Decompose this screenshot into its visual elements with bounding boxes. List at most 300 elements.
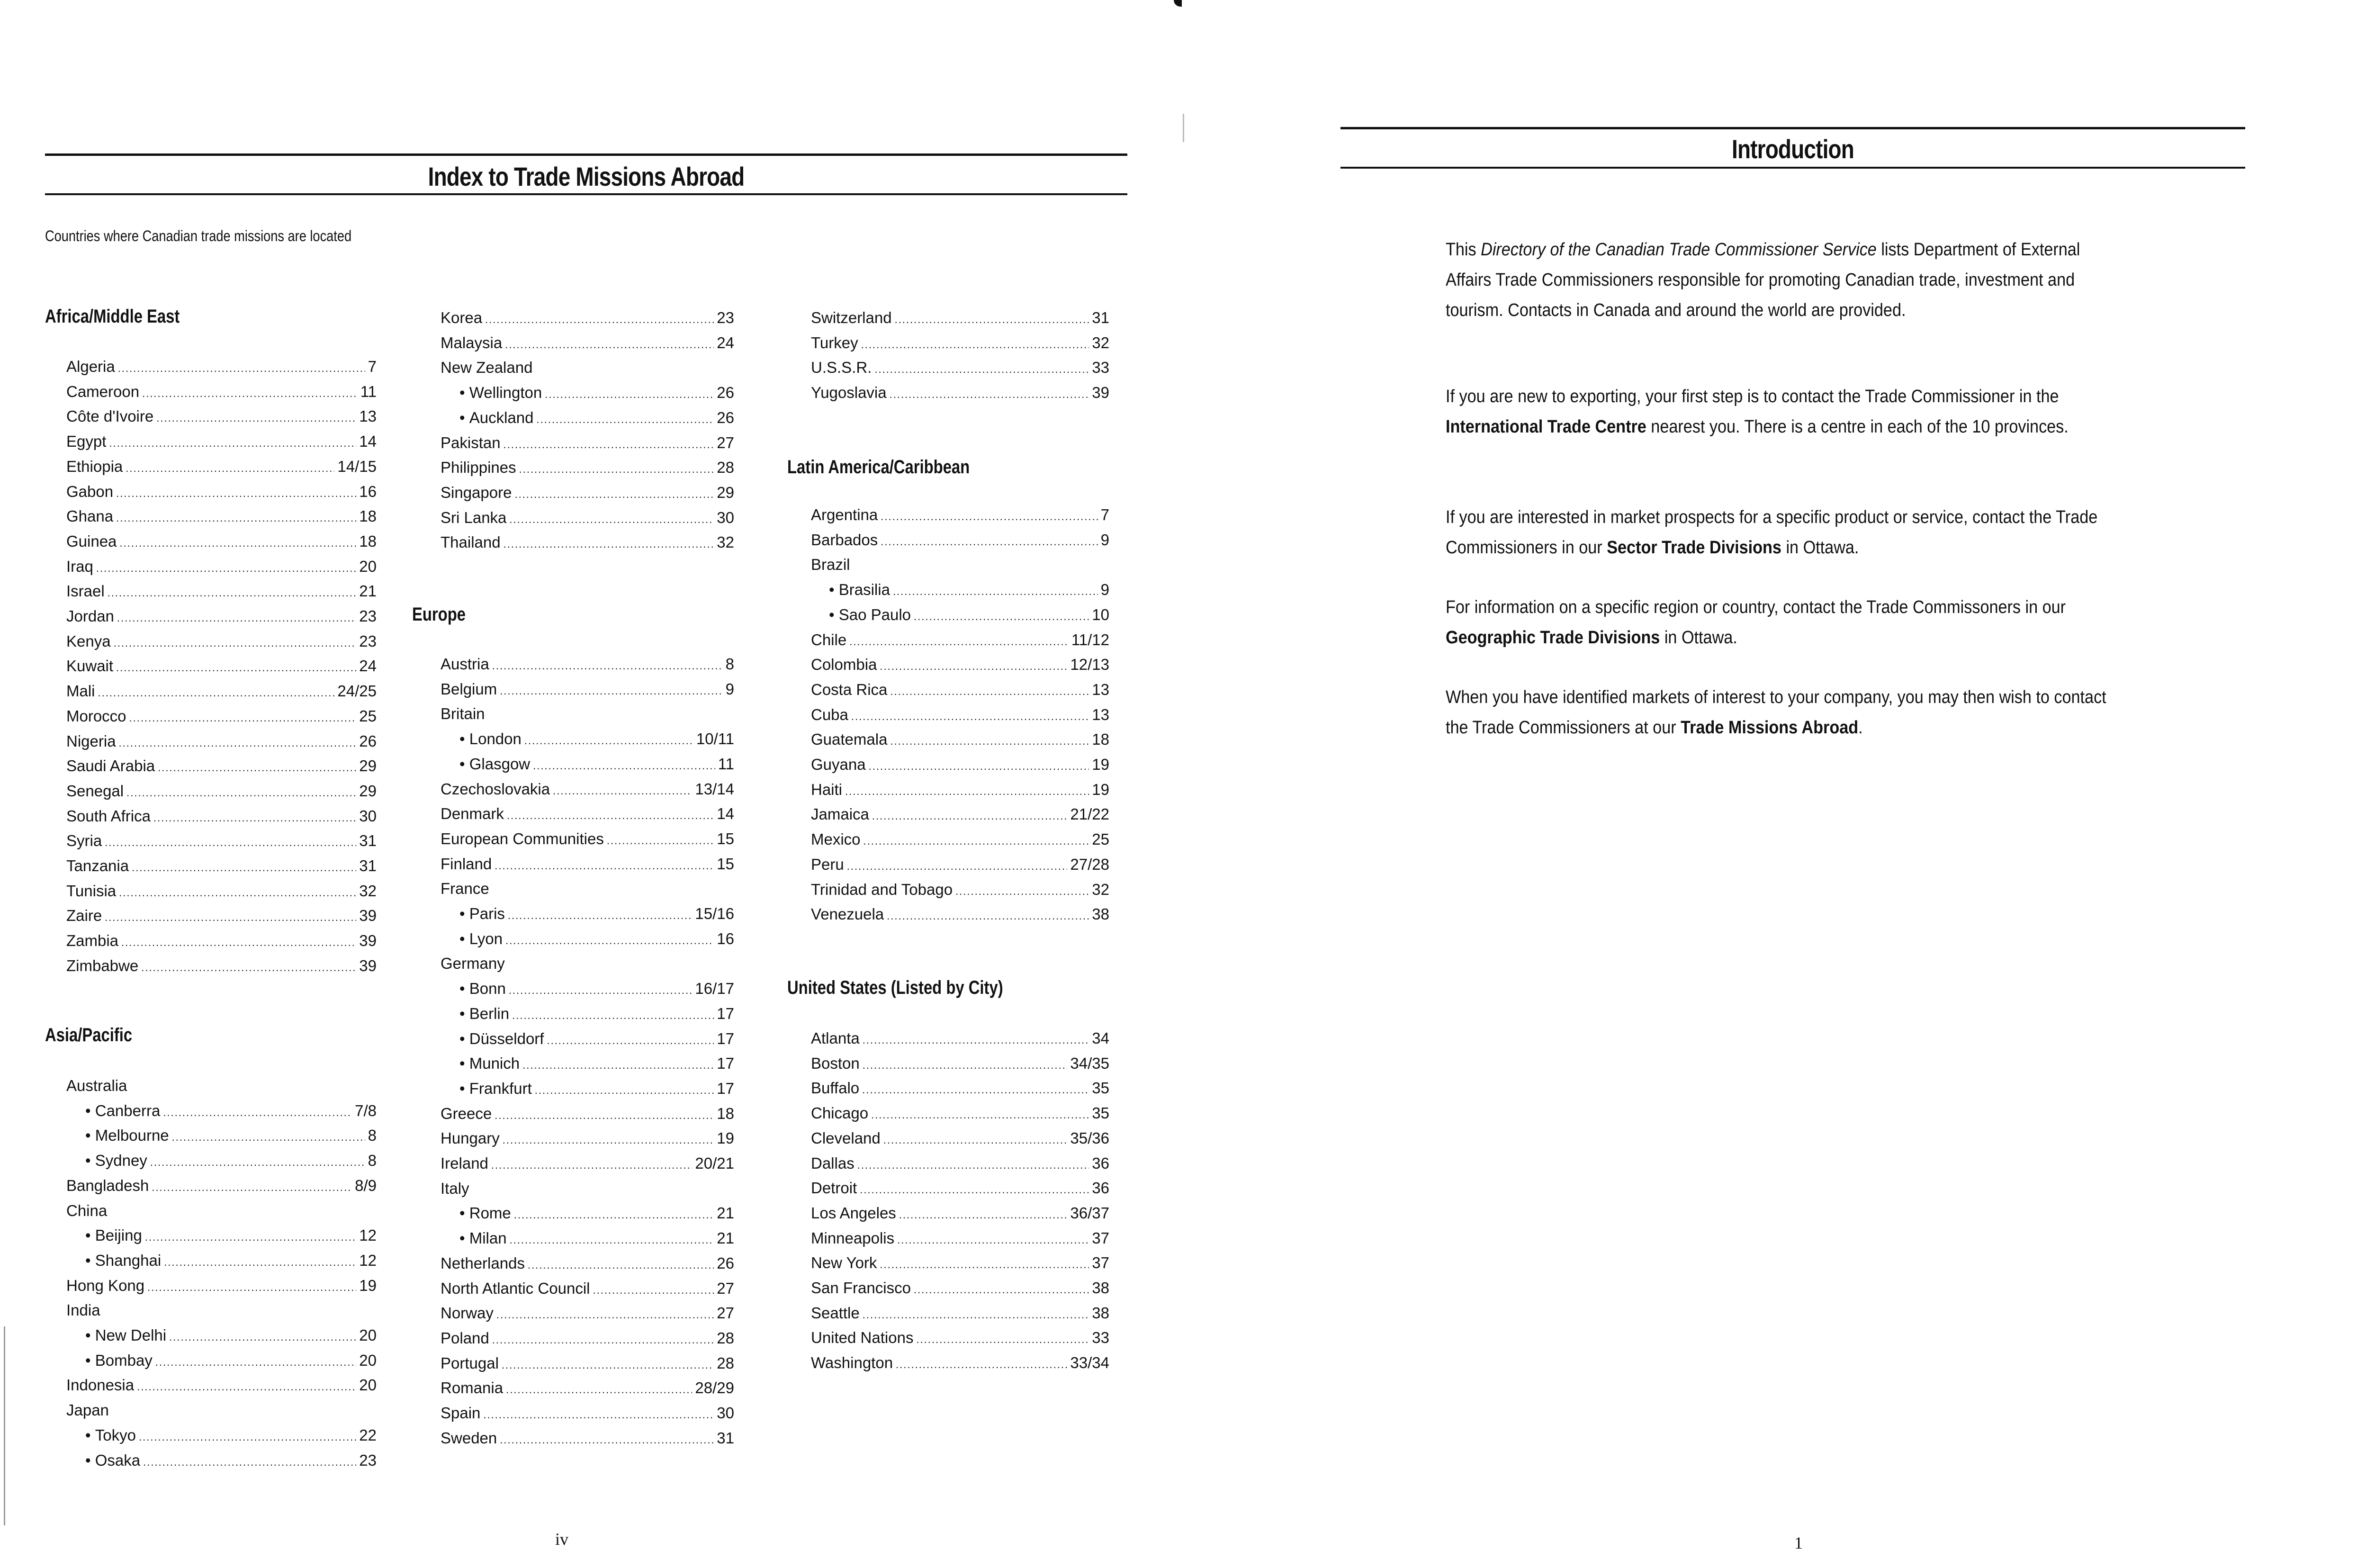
index-entry bbox=[441, 482, 734, 503]
entry-page-number: 26 bbox=[717, 409, 734, 426]
index-entry bbox=[441, 703, 734, 724]
entry-page-number: 15 bbox=[717, 830, 734, 847]
dot-leader bbox=[156, 408, 356, 429]
entry-page-number: 12/13 bbox=[1070, 656, 1109, 673]
index-entry bbox=[441, 1378, 734, 1398]
index-entry bbox=[811, 1028, 1109, 1049]
entry-page-number: 27 bbox=[717, 434, 734, 451]
entry-page-number: 32 bbox=[717, 533, 734, 551]
dot-leader bbox=[880, 656, 1067, 677]
index-entry bbox=[811, 854, 1109, 875]
index-entry bbox=[66, 1175, 377, 1196]
index-entry bbox=[811, 1103, 1109, 1124]
entry-name: India bbox=[66, 1301, 100, 1319]
index-entry bbox=[811, 1203, 1109, 1224]
entry-name: Chicago bbox=[811, 1104, 869, 1122]
dot-leader bbox=[845, 781, 1089, 802]
dot-leader bbox=[491, 1155, 693, 1176]
entry-page-number: 17 bbox=[717, 1030, 734, 1047]
entry-page-number: 23 bbox=[359, 1451, 377, 1469]
entry-page-number: 14 bbox=[717, 805, 734, 822]
entry-name: • Frankfurt bbox=[459, 1078, 535, 1099]
dot-leader bbox=[153, 808, 356, 829]
header-rule-bottom bbox=[45, 193, 1127, 195]
entry-name: New York bbox=[811, 1254, 877, 1271]
entry-page-number: 20 bbox=[359, 1352, 377, 1369]
entry-name: European Communities bbox=[441, 830, 604, 847]
entry-name: Yugoslavia bbox=[811, 384, 887, 401]
index-entry bbox=[441, 803, 734, 824]
dot-leader bbox=[121, 932, 356, 953]
entry-name: • London bbox=[459, 729, 524, 749]
entry-name: Korea bbox=[441, 309, 483, 326]
entry-page-number: 11/12 bbox=[1071, 631, 1109, 649]
dot-leader bbox=[887, 906, 1089, 927]
entry-name: Zaire bbox=[66, 907, 102, 924]
entry-page-number: 29 bbox=[359, 757, 377, 775]
index-entry bbox=[66, 1075, 377, 1096]
section-heading: Africa/Middle East bbox=[45, 306, 180, 327]
entry-name: Washington bbox=[811, 1354, 893, 1371]
entry-page-number: 21/22 bbox=[1070, 805, 1109, 823]
dot-leader bbox=[116, 483, 356, 504]
dot-leader bbox=[874, 359, 1089, 380]
entry-name: France bbox=[441, 880, 489, 897]
index-entry bbox=[811, 1078, 1109, 1099]
entry-name: Czechoslovakia bbox=[441, 780, 550, 798]
entry-name: Japan bbox=[66, 1401, 109, 1419]
index-entry bbox=[811, 679, 1109, 700]
entry-page-number: 39 bbox=[359, 907, 377, 924]
entry-page-number: 36/37 bbox=[1070, 1204, 1109, 1222]
dot-leader bbox=[108, 583, 357, 604]
entry-page-number: 19 bbox=[1092, 756, 1109, 773]
dot-leader bbox=[524, 730, 693, 751]
entry-page-number: 9 bbox=[725, 680, 734, 698]
entry-name: Trinidad and Tobago bbox=[811, 881, 953, 898]
entry-name: Syria bbox=[66, 832, 102, 849]
index-entry bbox=[811, 1228, 1109, 1249]
entry-name: Indonesia bbox=[66, 1376, 135, 1394]
entry-name: Israel bbox=[66, 582, 105, 600]
index-entry bbox=[441, 779, 734, 800]
entry-page-number: 33 bbox=[1092, 359, 1109, 376]
entry-name: Colombia bbox=[811, 656, 877, 673]
index-entry bbox=[441, 1128, 734, 1149]
entry-page-number: 30 bbox=[717, 1404, 734, 1422]
entry-page-number: 38 bbox=[1092, 1279, 1109, 1297]
index-entry bbox=[441, 854, 734, 874]
index-entry bbox=[811, 879, 1109, 900]
header-rule-top bbox=[1340, 127, 2245, 129]
entry-name: Romania bbox=[441, 1379, 504, 1397]
dot-leader bbox=[147, 1277, 356, 1298]
entry-name: Jordan bbox=[66, 607, 114, 625]
index-entry bbox=[441, 433, 734, 453]
intro-paragraph bbox=[1446, 502, 2123, 563]
index-entry bbox=[441, 1103, 734, 1124]
entry-name: Netherlands bbox=[441, 1254, 525, 1272]
entry-name: Denmark bbox=[441, 805, 504, 822]
text-run: When you have identified markets of interest to your company, you may then wish to contact the Trade Commissioners at our bbox=[1446, 687, 2106, 738]
index-entry bbox=[441, 878, 734, 899]
index-entry bbox=[811, 754, 1109, 775]
entry-page-number: 17 bbox=[717, 1054, 734, 1072]
intro-paragraph bbox=[1446, 234, 2123, 325]
index-entry bbox=[66, 531, 377, 552]
scan-edge-mark bbox=[1183, 114, 1184, 142]
left-page bbox=[0, 0, 1182, 1568]
entry-name: Norway bbox=[441, 1304, 494, 1322]
entry-name: Portugal bbox=[441, 1354, 499, 1372]
entry-name: Bangladesh bbox=[66, 1177, 149, 1194]
entry-page-number: 19 bbox=[717, 1129, 734, 1147]
dot-leader bbox=[119, 883, 356, 903]
dot-leader bbox=[129, 708, 357, 729]
index-entry bbox=[66, 731, 377, 752]
entry-name: Thailand bbox=[441, 533, 501, 551]
dot-leader bbox=[860, 1180, 1089, 1200]
dot-leader bbox=[105, 907, 356, 928]
entry-page-number: 18 bbox=[359, 532, 377, 550]
entry-name: Germany bbox=[441, 955, 505, 972]
index-entry bbox=[66, 706, 377, 727]
dot-leader bbox=[890, 681, 1089, 702]
entry-page-number: 7/8 bbox=[355, 1102, 377, 1119]
entry-page-number: 10 bbox=[1092, 606, 1109, 623]
entry-name: Senegal bbox=[66, 782, 124, 800]
entry-name: Cameroon bbox=[66, 383, 140, 400]
dot-leader bbox=[880, 1254, 1089, 1275]
entry-page-number: 20/21 bbox=[695, 1154, 734, 1172]
dot-leader bbox=[139, 1427, 356, 1448]
index-subentry bbox=[459, 754, 734, 775]
index-subentry bbox=[85, 1425, 377, 1446]
entry-name: Sri Lanka bbox=[441, 509, 507, 526]
dot-leader bbox=[143, 1452, 356, 1473]
entry-name: Côte d'Ivoire bbox=[66, 407, 154, 425]
entry-page-number: 20 bbox=[359, 1326, 377, 1344]
index-entry bbox=[66, 506, 377, 527]
entry-name: Buffalo bbox=[811, 1079, 860, 1097]
entry-name: Spain bbox=[441, 1404, 481, 1422]
entry-page-number: 33 bbox=[1092, 1329, 1109, 1346]
entry-name: • Auckland bbox=[459, 407, 537, 428]
entry-name: Haiti bbox=[811, 781, 843, 798]
index-entry bbox=[66, 1400, 377, 1421]
dot-leader bbox=[119, 533, 356, 554]
index-entry bbox=[66, 406, 377, 427]
index-entry bbox=[441, 1278, 734, 1299]
entry-page-number: 28 bbox=[717, 459, 734, 476]
entry-page-number: 24 bbox=[359, 657, 377, 675]
index-subentry bbox=[85, 1125, 377, 1146]
entry-name: North Atlantic Council bbox=[441, 1280, 590, 1297]
dot-leader bbox=[145, 1227, 356, 1248]
entry-name: Barbados bbox=[811, 531, 878, 549]
entry-page-number: 9 bbox=[1100, 581, 1109, 598]
index-entry bbox=[441, 532, 734, 553]
text-run: If you are new to exporting, your first step is to contact the Trade Commissioner in the bbox=[1446, 387, 2059, 406]
entry-page-number: 13 bbox=[1092, 706, 1109, 723]
entry-name: Turkey bbox=[811, 334, 858, 351]
page-title: Index to Trade Missions Abroad bbox=[428, 162, 745, 191]
index-entry bbox=[811, 1128, 1109, 1149]
entry-page-number: 14/15 bbox=[337, 458, 377, 475]
index-subentry bbox=[459, 1078, 734, 1099]
dot-leader bbox=[132, 857, 356, 878]
dot-leader bbox=[500, 1430, 714, 1451]
index-entry bbox=[441, 953, 734, 974]
dot-leader bbox=[872, 806, 1068, 827]
dot-leader bbox=[483, 1405, 714, 1425]
entry-name: Zimbabwe bbox=[66, 957, 139, 974]
dot-leader bbox=[508, 905, 692, 926]
index-entry bbox=[441, 1353, 734, 1374]
entry-name: • Berlin bbox=[459, 1003, 512, 1024]
entry-name: Brazil bbox=[811, 556, 850, 573]
entry-name: United Nations bbox=[811, 1329, 914, 1346]
dot-leader bbox=[869, 756, 1089, 777]
index-entry bbox=[811, 357, 1109, 378]
dot-leader bbox=[857, 1155, 1089, 1176]
entry-page-number: 39 bbox=[359, 932, 377, 949]
right-page-header bbox=[1340, 127, 2245, 171]
index-entry bbox=[441, 1253, 734, 1274]
entry-page-number: 31 bbox=[717, 1429, 734, 1447]
entry-name: Guyana bbox=[811, 756, 866, 773]
entry-page-number: 27 bbox=[717, 1304, 734, 1322]
entry-name: • Osaka bbox=[85, 1450, 143, 1471]
text-run: in Ottawa. bbox=[1781, 538, 1859, 558]
paragraph-text bbox=[1446, 592, 2123, 653]
index-entry bbox=[811, 554, 1109, 575]
entry-page-number: 13/14 bbox=[695, 780, 734, 798]
entry-name: Iraq bbox=[66, 558, 93, 575]
entry-page-number: 7 bbox=[368, 358, 377, 375]
index-subtitle: Countries where Canadian trade missions are located bbox=[45, 227, 352, 244]
index-entry bbox=[811, 505, 1109, 525]
entry-page-number: 19 bbox=[359, 1277, 377, 1294]
dot-leader bbox=[492, 656, 723, 676]
entry-page-number: 8 bbox=[368, 1126, 377, 1144]
entry-name: Belgium bbox=[441, 680, 497, 698]
section-heading: United States (Listed by City) bbox=[787, 977, 1003, 998]
entry-page-number: 33/34 bbox=[1070, 1354, 1109, 1371]
entry-name: • Sydney bbox=[85, 1150, 150, 1171]
entry-name: Egypt bbox=[66, 433, 107, 450]
entry-page-number: 11 bbox=[718, 755, 734, 773]
dot-leader bbox=[593, 1280, 714, 1301]
entry-page-number: 14 bbox=[359, 433, 377, 450]
entry-name: • Brasilia bbox=[829, 579, 893, 600]
index-entry bbox=[66, 656, 377, 676]
dot-leader bbox=[109, 433, 356, 454]
entry-name: • Tokyo bbox=[85, 1425, 139, 1446]
entry-page-number: 27 bbox=[717, 1280, 734, 1297]
dot-leader bbox=[955, 881, 1089, 902]
entry-name: Britain bbox=[441, 705, 485, 722]
dot-leader bbox=[607, 830, 714, 851]
dot-leader bbox=[496, 1305, 714, 1325]
index-subentry bbox=[459, 407, 734, 428]
index-entry bbox=[66, 856, 377, 876]
entry-page-number: 11 bbox=[360, 383, 377, 400]
index-entry bbox=[441, 654, 734, 675]
dot-leader bbox=[863, 1055, 1068, 1076]
entry-page-number: 37 bbox=[1092, 1229, 1109, 1247]
dot-leader bbox=[553, 781, 692, 802]
index-subentry bbox=[829, 579, 1109, 600]
dot-leader bbox=[126, 783, 356, 803]
entry-page-number: 10/11 bbox=[696, 730, 734, 748]
scan-edge-mark bbox=[4, 1326, 5, 1525]
index-entry bbox=[811, 630, 1109, 650]
index-entry bbox=[811, 904, 1109, 925]
entry-page-number: 25 bbox=[359, 707, 377, 725]
entry-name: Pakistan bbox=[441, 434, 501, 451]
index-entry bbox=[441, 1328, 734, 1349]
entry-name: Boston bbox=[811, 1054, 860, 1072]
entry-name: Peru bbox=[811, 856, 844, 873]
dot-leader bbox=[150, 1152, 365, 1173]
index-entry bbox=[66, 556, 377, 577]
entry-name: Nigeria bbox=[66, 732, 116, 750]
dot-leader bbox=[509, 980, 693, 1001]
index-entry bbox=[441, 829, 734, 849]
entry-page-number: 31 bbox=[359, 832, 377, 849]
text-run: If you are interested in market prospects for a specific product or service, contact the Trade Commissioners in our bbox=[1446, 507, 2098, 558]
entry-page-number: 38 bbox=[1092, 905, 1109, 923]
dot-leader bbox=[864, 831, 1089, 852]
dot-leader bbox=[172, 1127, 365, 1148]
entry-name: Cuba bbox=[811, 706, 848, 723]
index-subentry bbox=[85, 1150, 377, 1171]
entry-name: • Lyon bbox=[459, 928, 505, 949]
dot-leader bbox=[547, 1030, 714, 1051]
entry-name: Philippines bbox=[441, 459, 516, 476]
index-entry bbox=[811, 1178, 1109, 1199]
dot-leader bbox=[916, 1329, 1089, 1350]
index-entry bbox=[66, 881, 377, 901]
entry-name: • New Delhi bbox=[85, 1325, 169, 1346]
section-heading: Asia/Pacific bbox=[45, 1025, 133, 1045]
index-entry bbox=[441, 457, 734, 478]
dot-leader bbox=[545, 384, 714, 405]
entry-page-number: 23 bbox=[717, 309, 734, 326]
dot-leader bbox=[118, 358, 365, 379]
dot-leader bbox=[514, 484, 714, 505]
entry-page-number: 17 bbox=[717, 1005, 734, 1022]
entry-name: Kuwait bbox=[66, 657, 114, 675]
dot-leader bbox=[881, 532, 1098, 552]
dot-leader bbox=[119, 733, 357, 754]
entry-name: New Zealand bbox=[441, 359, 533, 376]
entry-name: Ghana bbox=[66, 507, 114, 525]
index-entry bbox=[66, 905, 377, 926]
entry-name: Italy bbox=[441, 1180, 469, 1197]
index-entry bbox=[66, 381, 377, 402]
dot-leader bbox=[137, 1377, 356, 1397]
entry-name: Tanzania bbox=[66, 857, 129, 874]
entry-name: Greece bbox=[441, 1105, 492, 1122]
entry-page-number: 29 bbox=[717, 484, 734, 501]
text-run: lists Department of External Affairs Trade Commissioners responsible for promoting Canadian trade, investment and tourism. Contacts in Canada and around the world are provided. bbox=[1446, 240, 2080, 320]
entry-name: Cleveland bbox=[811, 1129, 881, 1147]
entry-page-number: 23 bbox=[359, 607, 377, 625]
entry-name: Guinea bbox=[66, 532, 117, 550]
entry-page-number: 24/25 bbox=[337, 682, 377, 700]
entry-page-number: 26 bbox=[359, 732, 377, 750]
entry-name: Seattle bbox=[811, 1304, 860, 1322]
index-entry bbox=[441, 307, 734, 328]
index-entry bbox=[811, 1053, 1109, 1074]
entry-page-number: 29 bbox=[359, 782, 377, 800]
entry-name: • Düsseldorf bbox=[459, 1028, 547, 1049]
entry-name: • Bonn bbox=[459, 978, 509, 999]
dot-leader bbox=[116, 658, 356, 678]
entry-page-number: 39 bbox=[1092, 384, 1109, 401]
index-entry bbox=[66, 631, 377, 652]
entry-name: Guatemala bbox=[811, 730, 888, 748]
dot-leader bbox=[519, 459, 714, 480]
entry-name: • Glasgow bbox=[459, 754, 533, 775]
dot-leader bbox=[141, 957, 356, 978]
header-rule-top bbox=[45, 153, 1127, 156]
entry-name: Mexico bbox=[811, 830, 861, 848]
entry-name: Ethiopia bbox=[66, 458, 123, 475]
entry-name: Australia bbox=[66, 1077, 127, 1094]
dot-leader bbox=[893, 581, 1098, 602]
emphasis-bold: Geographic Trade Divisions bbox=[1446, 628, 1660, 648]
dot-leader bbox=[863, 1030, 1089, 1051]
index-entry bbox=[811, 1278, 1109, 1298]
index-entry bbox=[66, 930, 377, 951]
index-entry bbox=[66, 481, 377, 502]
entry-name: Los Angeles bbox=[811, 1204, 896, 1222]
entry-name: • Shanghai bbox=[85, 1250, 164, 1271]
text-run: This bbox=[1446, 240, 1481, 260]
index-entry bbox=[441, 1178, 734, 1199]
dot-leader bbox=[881, 506, 1098, 527]
entry-page-number: 36 bbox=[1092, 1179, 1109, 1197]
dot-leader bbox=[847, 856, 1068, 877]
entry-name: Venezuela bbox=[811, 905, 884, 923]
entry-name: Ireland bbox=[441, 1154, 488, 1172]
dot-leader bbox=[507, 805, 714, 826]
entry-name: • Paris bbox=[459, 903, 508, 924]
page-number: 1 bbox=[1794, 1533, 1803, 1552]
dot-leader bbox=[512, 1005, 714, 1026]
entry-page-number: 20 bbox=[359, 1376, 377, 1394]
entry-name: Kenya bbox=[66, 632, 111, 650]
dot-leader bbox=[914, 606, 1089, 627]
index-entry bbox=[811, 530, 1109, 550]
index-entry bbox=[441, 1403, 734, 1424]
dot-leader bbox=[895, 309, 1089, 330]
entry-name: Hungary bbox=[441, 1129, 500, 1147]
entry-page-number: 13 bbox=[359, 407, 377, 425]
index-entry bbox=[66, 955, 377, 976]
intro-paragraph bbox=[1446, 381, 2123, 442]
entry-page-number: 15/16 bbox=[695, 905, 734, 922]
dot-leader bbox=[849, 631, 1069, 652]
page-number: iv bbox=[555, 1530, 569, 1549]
entry-name: South Africa bbox=[66, 807, 151, 825]
entry-page-number: 9 bbox=[1100, 531, 1109, 549]
entry-name: China bbox=[66, 1202, 108, 1219]
dot-leader bbox=[514, 1205, 714, 1226]
